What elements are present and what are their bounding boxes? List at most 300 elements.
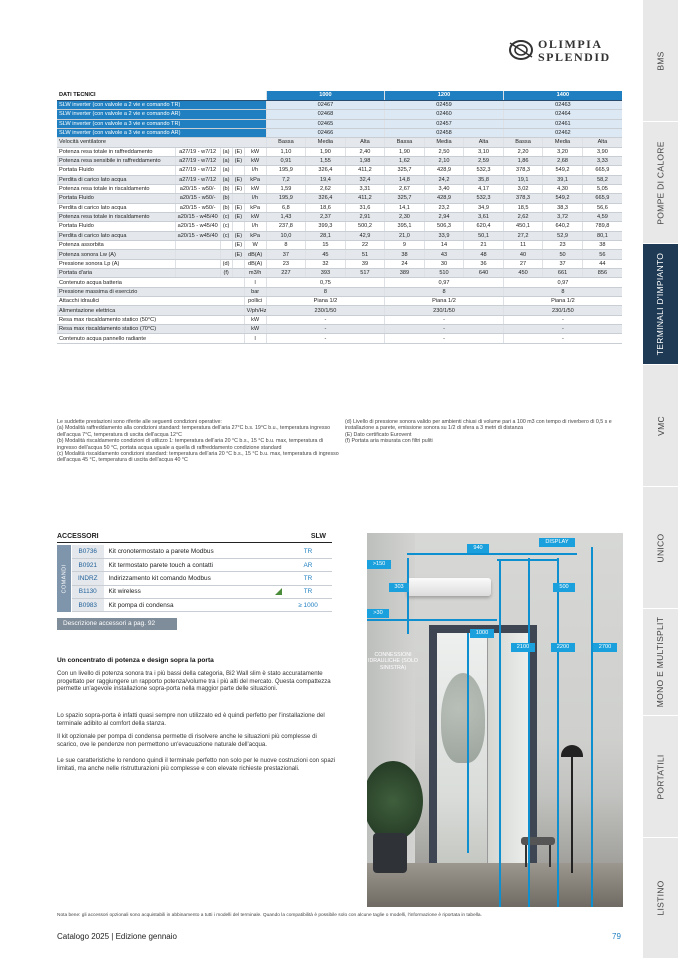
value: 450,1: [503, 222, 543, 231]
fan-speed: Bassa: [266, 138, 306, 147]
value: -: [385, 334, 504, 343]
value: 230/1/50: [385, 306, 504, 315]
value: -: [385, 315, 504, 324]
note-ref: [220, 241, 232, 250]
value: 36: [464, 259, 504, 268]
row-label: Portata Fluido: [57, 222, 175, 231]
row-label: Potenza assorbita: [57, 241, 175, 250]
product-code: 02463: [503, 100, 622, 109]
fan-speed: Media: [424, 138, 464, 147]
value: 4,17: [464, 184, 504, 193]
value: 4,30: [543, 184, 583, 193]
test-condition: a20/15 - w50/-: [175, 184, 220, 193]
value: 237,8: [266, 222, 306, 231]
brand-line-1: OLIMPIA: [538, 37, 603, 51]
value: 56: [582, 250, 622, 259]
accessory-compat: ≥ 1000: [284, 599, 332, 612]
value: 18,5: [503, 203, 543, 212]
value: 620,4: [464, 222, 504, 231]
value: 549,2: [543, 166, 583, 175]
dim-line-door: [528, 558, 530, 907]
value: 3,20: [543, 147, 583, 156]
eurovent-mark: [232, 259, 244, 268]
row-label: Pressione massima di esercizio: [57, 287, 244, 296]
value: 8: [266, 241, 306, 250]
product-code: 02464: [503, 110, 622, 119]
value: 640,2: [543, 222, 583, 231]
value: 37: [543, 259, 583, 268]
eurovent-mark: (E): [232, 212, 244, 221]
dim-1000: 1000: [470, 629, 494, 638]
value: 3,02: [503, 184, 543, 193]
footnote: Nota bene: gli accessori opzionali sono acquistabili in abbinamento a tutti i modelli del terminale. Quando la compatibilità è possibile solo con alcune taglie o modelli, l'informazione è riportata in tabella.: [57, 913, 482, 918]
eurovent-mark: [232, 194, 244, 203]
value: 31,6: [345, 203, 385, 212]
code-row-label: SLW inverter (con valvole a 3 vie e comando TR): [57, 119, 266, 128]
catalog-edition: Catalogo 2025 | Edizione gennaio: [57, 932, 177, 941]
row-label: Pressione sonora Lp (A): [57, 259, 175, 268]
accessory-code: B1130: [72, 585, 104, 598]
value: 2,20: [503, 147, 543, 156]
row-label: Potenza resa totale in riscaldamento: [57, 184, 175, 193]
value: -: [503, 334, 622, 343]
tab-label: LISTINO: [655, 880, 666, 916]
table-row: [72, 572, 332, 585]
tab-unico[interactable]: [643, 487, 678, 609]
value: 38: [385, 250, 425, 259]
dim-line-2700: [591, 547, 593, 907]
table-row: [57, 334, 622, 343]
accessories-page-reference[interactable]: Descrizione accessori a pag. 92: [57, 618, 177, 630]
value: 532,3: [464, 166, 504, 175]
dim-500: 500: [553, 583, 575, 592]
table-row: [57, 194, 622, 203]
row-label: Attacchi idraulici: [57, 297, 244, 306]
tab-listino[interactable]: [643, 838, 678, 959]
accessory-code: INDRZ: [72, 572, 104, 585]
fan-speed: Bassa: [385, 138, 425, 147]
page-number: 79: [612, 932, 621, 941]
value: 500,2: [345, 222, 385, 231]
value: 1,43: [266, 212, 306, 221]
table-row: [57, 138, 622, 147]
table-row: [57, 110, 622, 119]
test-condition: a27/19 - w7/12: [175, 166, 220, 175]
table-row: [57, 128, 622, 137]
product-code: 02468: [266, 110, 385, 119]
value: 58,2: [582, 175, 622, 184]
value: -: [266, 334, 385, 343]
value: Piana 1/2: [503, 297, 622, 306]
value: 48: [464, 250, 504, 259]
value: 14,8: [385, 175, 425, 184]
value: 389: [385, 269, 425, 278]
tab-pompe-di-calore[interactable]: [643, 122, 678, 244]
table-row: [57, 259, 622, 268]
value: 2,62: [503, 212, 543, 221]
tab-label: TERMINALI D'IMPIANTO: [655, 252, 666, 356]
note-d: (d) Livello di pressione sonora valido per ambienti chiusi di volume pari a 100 m3 con tempo di riverbero di 0,5 s e installazione a parete, emissione sonora su 1/2 di sfera a 3 metri di distanza: [345, 419, 612, 432]
value: 28,1: [306, 231, 346, 240]
value: 395,1: [385, 222, 425, 231]
row-label: Alimentazione elettrica: [57, 306, 244, 315]
value: 23: [266, 259, 306, 268]
unit: dB(A): [244, 259, 266, 268]
value: 9: [385, 241, 425, 250]
value: 23: [543, 241, 583, 250]
table-row: [57, 241, 622, 250]
dim-display: DISPLAY: [539, 538, 575, 547]
row-label: Potenza sonora Lw (A): [57, 250, 175, 259]
notes-left: [57, 419, 339, 464]
eurovent-mark: (E): [232, 147, 244, 156]
table-row: [57, 269, 622, 278]
value: -: [266, 315, 385, 324]
value: 33,9: [424, 231, 464, 240]
note-ref: (b): [220, 194, 232, 203]
value: 0,97: [503, 278, 622, 287]
value: 19,4: [306, 175, 346, 184]
value: 40: [503, 250, 543, 259]
test-condition: a20/15 - w50/-: [175, 203, 220, 212]
value: 38,3: [543, 203, 583, 212]
value: 195,9: [266, 166, 306, 175]
value: 230/1/50: [503, 306, 622, 315]
value: 23,2: [424, 203, 464, 212]
product-code: 02459: [385, 100, 504, 109]
accessory-code: B0736: [72, 545, 104, 558]
value: 11: [503, 241, 543, 250]
code-row-label: SLW inverter (con valvole a 2 vie e comando AR): [57, 110, 266, 119]
note-f: (f) Portata aria misurata con filtri puliti: [345, 438, 433, 445]
table-row: [57, 287, 622, 296]
table-row: [72, 545, 332, 558]
value: 39,1: [543, 175, 583, 184]
value: 34,9: [464, 203, 504, 212]
product-code: 02465: [266, 119, 385, 128]
test-condition: [175, 241, 220, 250]
note-a: (a) Modalità raffreddamento alla condizioni standard: temperatura dell'aria 27°C b.s. 19°C b.u., temperatura ingresso dell'acqua 7°C, temperatura di uscita dell'acqua 12°C: [57, 425, 331, 438]
unit: l/h: [244, 166, 266, 175]
value: 21: [464, 241, 504, 250]
fan-speed: Media: [306, 138, 346, 147]
table-row: [57, 100, 622, 109]
paragraph: Le sue caratteristiche lo rendono quindi il terminale perfetto non solo per le nuove costruzioni con spazi limitati, ma anche nelle ristrutturazioni più complesse e con elevate richieste prestazionali.: [57, 757, 336, 772]
note-ref: (a): [220, 156, 232, 165]
brand-logo: [508, 37, 628, 67]
value: 227: [266, 269, 306, 278]
table-row: [57, 175, 622, 184]
unit: l: [244, 334, 266, 343]
value: -: [503, 325, 622, 334]
wifi-badge-icon: [275, 588, 282, 595]
value: 665,9: [582, 166, 622, 175]
test-condition: a20/15 - w50/-: [175, 194, 220, 203]
value: 2,10: [424, 156, 464, 165]
note-ref: (b): [220, 203, 232, 212]
dim-940: 940: [467, 544, 489, 553]
note-c: (c) Modalità riscaldamento condizioni standard: temperatura dell'aria 20 °C b.s., 15 °C b.u. max, temperatura di ingresso dell'acqua 45 °C, temperatura di uscita dell'acqua 40 °C: [57, 451, 339, 464]
note-ref: (d): [220, 259, 232, 268]
table-title: DATI TECNICI: [57, 91, 266, 100]
dim-line-horizontal: [367, 619, 497, 621]
value: Piana 1/2: [385, 297, 504, 306]
product-code: 02462: [503, 128, 622, 137]
note-ref: (c): [220, 222, 232, 231]
installation-photo: [367, 533, 623, 907]
value: 2,91: [345, 212, 385, 221]
fan-speed: Alta: [464, 138, 504, 147]
accessories-header: [57, 532, 332, 543]
accessory-desc: Indirizzamento kit comando Modbus: [104, 572, 284, 585]
tab-label: MONO E MULTISPLIT: [655, 616, 666, 708]
test-condition: a20/15 - w45/40: [175, 231, 220, 240]
value: 51: [345, 250, 385, 259]
table-row: [57, 119, 622, 128]
unit: l/h: [244, 194, 266, 203]
note-ref: (f): [220, 269, 232, 278]
accessories-group-label: COMANDI: [57, 545, 71, 612]
value: 640: [464, 269, 504, 278]
value: 24: [385, 259, 425, 268]
dim-line-left: [407, 558, 409, 634]
accessory-desc: Kit cronotermostato a parete Modbus: [104, 545, 284, 558]
value: 549,2: [543, 194, 583, 203]
value: 428,9: [424, 166, 464, 175]
table-row: [57, 166, 622, 175]
table-row: [57, 91, 622, 100]
value: 1,90: [385, 147, 425, 156]
value: 52,9: [543, 231, 583, 240]
table-row: [57, 147, 622, 156]
value: -: [385, 325, 504, 334]
eurovent-mark: (E): [232, 241, 244, 250]
unit: pollici: [244, 297, 266, 306]
tab-terminali-impianto[interactable]: [643, 244, 678, 365]
unit: kW: [244, 212, 266, 221]
dim-gt150: >150: [367, 560, 391, 569]
value: -: [266, 325, 385, 334]
tab-label: BMS: [655, 50, 666, 71]
value: 30: [424, 259, 464, 268]
value: 2,59: [464, 156, 504, 165]
value: 3,61: [464, 212, 504, 221]
value: 2,94: [424, 212, 464, 221]
accessory-desc-text: Kit wireless: [108, 588, 141, 596]
value: 1,86: [503, 156, 543, 165]
value: 14,1: [385, 203, 425, 212]
model-header: 1400: [503, 91, 622, 100]
paragraph: Il kit opzionale per pompa di condensa permette di risolvere anche le situazioni più complesse di scarico, ove le pendenze non permettono un'evacuazione naturale dell'acqua.: [57, 733, 317, 748]
value: 2,68: [543, 156, 583, 165]
fan-speed: Alta: [582, 138, 622, 147]
tab-mono-multisplit[interactable]: [643, 609, 678, 716]
value: 18,6: [306, 203, 346, 212]
note-e: (E) Dato certificato Eurovent: [345, 431, 412, 438]
value: 6,8: [266, 203, 306, 212]
row-label: Portata Fluido: [57, 194, 175, 203]
value: 8: [266, 287, 385, 296]
value: 411,2: [345, 166, 385, 175]
value: 3,31: [345, 184, 385, 193]
test-condition: [175, 269, 220, 278]
dim-gt30: >30: [367, 609, 389, 618]
table-row: [57, 184, 622, 193]
unit: kW: [244, 315, 266, 324]
brand-line-2: SPLENDID: [538, 50, 611, 64]
eurovent-mark: [232, 222, 244, 231]
value: 506,3: [424, 222, 464, 231]
note-b: (b) Modalità riscaldamento condizioni di utilizzo 1: temperatura dell'aria 20 °C b.s., 15 °C b.u. max, temperatura di ingresso dell'acqua 50 °C, portata acqua uguale a quella di raffreddamento condizione standard: [57, 438, 324, 451]
value: 665,9: [582, 194, 622, 203]
value: 32,4: [345, 175, 385, 184]
value: 7,2: [266, 175, 306, 184]
olimpia-logo-icon: [508, 39, 534, 61]
value: 80,1: [582, 231, 622, 240]
tab-label: UNICO: [655, 533, 666, 562]
code-row-label: SLW inverter (con valvole a 2 vie e comando TR): [57, 100, 266, 109]
row-label: Resa max riscaldamento statico (70°C): [57, 325, 244, 334]
value: 32: [306, 259, 346, 268]
note-ref: (c): [220, 212, 232, 221]
value: 856: [582, 269, 622, 278]
tab-label: VMC: [655, 415, 666, 436]
table-row: [57, 222, 622, 231]
value: 0,97: [385, 278, 504, 287]
eurovent-mark: (E): [232, 175, 244, 184]
eurovent-mark: (E): [232, 231, 244, 240]
note-ref: [220, 250, 232, 259]
unit: kPa: [244, 203, 266, 212]
tab-bms[interactable]: [643, 0, 678, 122]
paragraph: Con un livello di potenza sonora tra i più bassi della categoria, Bi2 Wall slim è stato accuratamente progettato per raggiungere un rapporto potenza/volume tra i più alti del mercato. Questa compattezza permette un'agevole installazione sopra-porta nella maggior parte delle situazioni.: [57, 670, 331, 693]
value: 1,55: [306, 156, 346, 165]
product-code: 02461: [503, 119, 622, 128]
eurovent-mark: (E): [232, 156, 244, 165]
unit: kW: [244, 156, 266, 165]
value: 2,62: [306, 184, 346, 193]
value: 230/1/50: [266, 306, 385, 315]
fan-speed: Alta: [345, 138, 385, 147]
note-ref: (b): [220, 184, 232, 193]
table-row: [57, 325, 622, 334]
wall-unit: [407, 578, 491, 596]
eurovent-mark: [232, 166, 244, 175]
row-label: Portata d'aria: [57, 269, 175, 278]
value: 2,50: [424, 147, 464, 156]
tab-portatili[interactable]: [643, 716, 678, 838]
unit: W: [244, 241, 266, 250]
table-row: [57, 250, 622, 259]
value: 8: [385, 287, 504, 296]
value: 378,3: [503, 166, 543, 175]
table-row: [57, 203, 622, 212]
value: 42,9: [345, 231, 385, 240]
accessory-code: B0921: [72, 558, 104, 571]
unit: kPa: [244, 231, 266, 240]
eurovent-mark: (E): [232, 184, 244, 193]
value: 411,2: [345, 194, 385, 203]
value: 50: [543, 250, 583, 259]
table-row: [57, 315, 622, 324]
code-row-label: SLW inverter (con valvole a 3 vie e comando AR): [57, 128, 266, 137]
tab-vmc[interactable]: [643, 365, 678, 487]
value: 661: [543, 269, 583, 278]
product-code: 02458: [385, 128, 504, 137]
value: -: [503, 315, 622, 324]
plant-pot: [373, 833, 407, 873]
dim-2100: 2100: [511, 643, 535, 652]
table-row: [57, 297, 622, 306]
test-condition: [175, 250, 220, 259]
accessories-column: SLW: [310, 533, 326, 540]
unit: m3/h: [244, 269, 266, 278]
row-label: Perdita di carico lato acqua: [57, 231, 175, 240]
value: 399,3: [306, 222, 346, 231]
unit: l: [244, 278, 266, 287]
value: 510: [424, 269, 464, 278]
table-row: [72, 558, 332, 571]
unit: kW: [244, 147, 266, 156]
accessory-compat: AR: [284, 558, 332, 571]
value: 43: [424, 250, 464, 259]
dim-2200: 2200: [551, 643, 575, 652]
value: 35,8: [464, 175, 504, 184]
section-heading: Un concentrato di potenza e design sopra la porta: [57, 657, 214, 664]
note-intro: Le suddette prestazioni sono riferite alle seguenti condizioni operative:: [57, 419, 222, 425]
product-code: 02460: [385, 110, 504, 119]
value: Piana 1/2: [266, 297, 385, 306]
product-code: 02467: [266, 100, 385, 109]
row-label: Portata Fluido: [57, 166, 175, 175]
value: 2,67: [385, 184, 425, 193]
value: 19,1: [503, 175, 543, 184]
value: 56,6: [582, 203, 622, 212]
unit: dB(A): [244, 250, 266, 259]
value: 38: [582, 241, 622, 250]
value: 393: [306, 269, 346, 278]
accessories-title: ACCESSORI: [57, 533, 99, 540]
table-row: [57, 231, 622, 240]
dim-line-width: [407, 553, 577, 555]
dim-303: 303: [389, 583, 409, 592]
value: 14: [424, 241, 464, 250]
accessories-table: [72, 545, 332, 612]
paragraph: Lo spazio sopra-porta è infatti quasi sempre non utilizzato ed è quindi perfetto per l'installazione del terminale adibito al comfort della stanza.: [57, 712, 325, 727]
test-condition: a27/19 - w7/12: [175, 156, 220, 165]
value: 2,37: [306, 212, 346, 221]
table-row: [57, 212, 622, 221]
value: 325,7: [385, 194, 425, 203]
unit: l/h: [244, 222, 266, 231]
value: 3,72: [543, 212, 583, 221]
accessory-compat: TR: [284, 545, 332, 558]
note-ref: (c): [220, 231, 232, 240]
hydraulic-connections-label: CONNESSIONI IDRAULICHE (SOLO SINISTRA): [367, 652, 419, 671]
value: 50,1: [464, 231, 504, 240]
value: 3,90: [582, 147, 622, 156]
value: 24,2: [424, 175, 464, 184]
tab-label: PORTATILI: [655, 753, 666, 800]
notes-right: [345, 419, 625, 445]
product-code: 02466: [266, 128, 385, 137]
note-ref: (a): [220, 175, 232, 184]
row-label: Potenza resa totale in raffreddamento: [57, 147, 175, 156]
value: 37: [266, 250, 306, 259]
accessory-desc-wireless: [104, 585, 284, 598]
unit: kW: [244, 325, 266, 334]
value: 8: [503, 287, 622, 296]
